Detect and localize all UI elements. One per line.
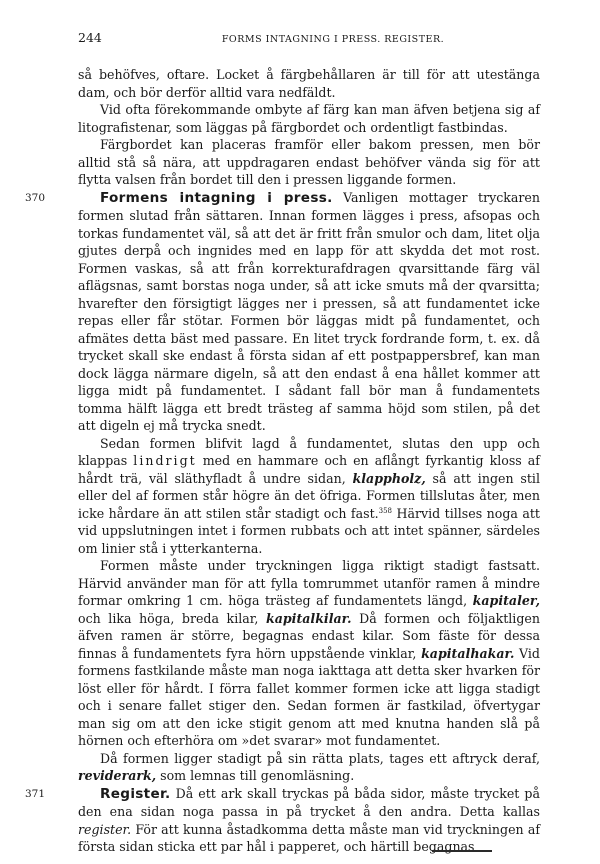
- paragraph-ink-container: [78, 66, 540, 101]
- paragraph-text: Härvid tillses noga att vid uppslutningen intet i formen rubbats och att intet spänner, särdeles om linier stå i ytterkanterna.: [78, 505, 540, 556]
- margin-number: 370: [25, 191, 46, 204]
- paragraph-text: så behöfves, oftare. Locket å färgbehållaren är till för att utestänga dam, och bör derför alltid vara nedfäldt.: [78, 67, 540, 100]
- paragraph-text: Då formen och följaktligen äfven ramen är större, begagnas endast kilar. Som fäste för dessa finnas å fundamentets fyra hörn uppstående vinklar,: [78, 610, 540, 661]
- paragraph-text: Då ett ark skall tryckas på båda sidor, måste trycket på den ena sidan noga passa in på trycket å den andra. Detta kallas: [78, 785, 540, 819]
- paragraph-text: så att ingen stil eller del af formen står högre än det öfriga. Formen tillslutas åter, men icke hårdare än att stilen står stadigt och fast.: [78, 470, 540, 521]
- paragraph-text: med en hammare och en aflångt fyrkantig kloss af hårdt trä, väl släthyfladt å undre sidan,: [78, 453, 540, 486]
- technical-term: register.: [78, 821, 132, 837]
- document-page: [25, 30, 540, 856]
- paragraph-lithographic-stones: [78, 101, 540, 136]
- paragraph-text: Sedan formen blifvit lagd å fundamentet, slutas den upp och klappas: [78, 435, 540, 468]
- cut-off-ink: [432, 850, 492, 856]
- paragraph-text: Då formen ligger stadigt på sin rätta plats, tages ett aftryck deraf,: [100, 750, 540, 766]
- technical-term: kapitalhakar.: [421, 645, 515, 661]
- paragraph-wedging-form: [78, 557, 540, 750]
- paragraph-text: som lemnas till genomläsning.: [160, 768, 355, 783]
- paragraph-text: Färgbordet kan placeras framför eller bakom pressen, men bör alltid stå så nära, att uppdragaren endast behöfver vända sig för att flytta valsen från bordet till den i pressen liggande formen.: [78, 137, 540, 187]
- cut-off-next-line: [432, 836, 502, 856]
- paragraph-text: Vanligen mottager tryckaren formen slutad från sättaren. Innan formen lägges i press, afsopas och torkas fundamentet väl, så att det är fritt från smulor och dam, litet olja gjutes derpå och ingnides med en lapp för att skydda det mot rost. Formen vaskas, så att från korrekturafdragen qvarsittande färg väl aflägsnas, samt borstas noga under, så att icke smuts må der qvarsitta; hvarefter den försigtigt lägges ner i pressen, så att fundamentet icke repas eller får stötar. Formen bör läggas midt på fundamentet, och afmätes detta bäst med passare. En litet tryck fordrande form, t. ex. då trycket skall ske endast å första sidan af ett postpappersbref, kan man dock lägga närmare digeln, så att den endast å ena hållet kommer att ligga midt på fundamentet. I sådant fall bör man å fundamentets tomma hälft lägga ett bredt trästeg af samma höjd som stilen, på det att digeln ej må trycka snedt.: [78, 189, 540, 433]
- section-370: [25, 189, 540, 435]
- technical-term: reviderark,: [78, 768, 157, 783]
- section-title: Formens intagning i press.: [100, 189, 333, 206]
- technical-term: klappholz,: [352, 470, 426, 486]
- paragraph-locking-form: [78, 435, 540, 558]
- paragraph-text: Vid formens fastkilande måste man noga iakttaga att detta sker hvarken för löst eller för hårdt. I förra fallet kommer formen icke att ligga stadigt och i senare fallet stiger den. Sedan formen är fastkilad, öfvertygar man sig om att den icke stigit genom att med knutna handen slå på hörnen och efterhöra om »det svarar» mot fundamentet.: [78, 645, 540, 748]
- section-title: Register.: [100, 785, 171, 802]
- margin-number: 371: [25, 787, 46, 800]
- spaced-term: lindrigt: [133, 453, 197, 468]
- footnote-reference: 358: [378, 506, 393, 515]
- technical-term: kapitaler,: [472, 593, 540, 608]
- paragraph-text: och lika höga, breda kilar,: [78, 610, 259, 626]
- running-head: FORMS INTAGNING I PRESS. REGISTER.: [221, 34, 445, 45]
- paragraph-text: Vid ofta förekommande ombyte af färg kan man äfven betjena sig af litografistenar, som läggas på färgbordet och ordentligt fastbindas.: [78, 102, 540, 135]
- paragraph-text: För att kunna åstadkomma detta måste man vid tryckningen af första sidan sticka ett par hål i papperet, och härtill begagnas: [78, 821, 540, 854]
- paragraph-text: Formen måste under tryckningen ligga riktigt stadigt fastsatt. Härvid använder man för att fylla tomrummet utanför ramen å mindre formar omkring 1 cm. höga trästeg af fundamentets längd,: [78, 558, 540, 608]
- page-number: 244: [78, 30, 102, 45]
- body-text: [25, 66, 540, 856]
- page-header: [78, 30, 540, 48]
- paragraph-proof-sheet: [78, 750, 540, 785]
- paragraph-ink-table: [78, 136, 540, 189]
- technical-term: kapitalkilar.: [265, 610, 352, 626]
